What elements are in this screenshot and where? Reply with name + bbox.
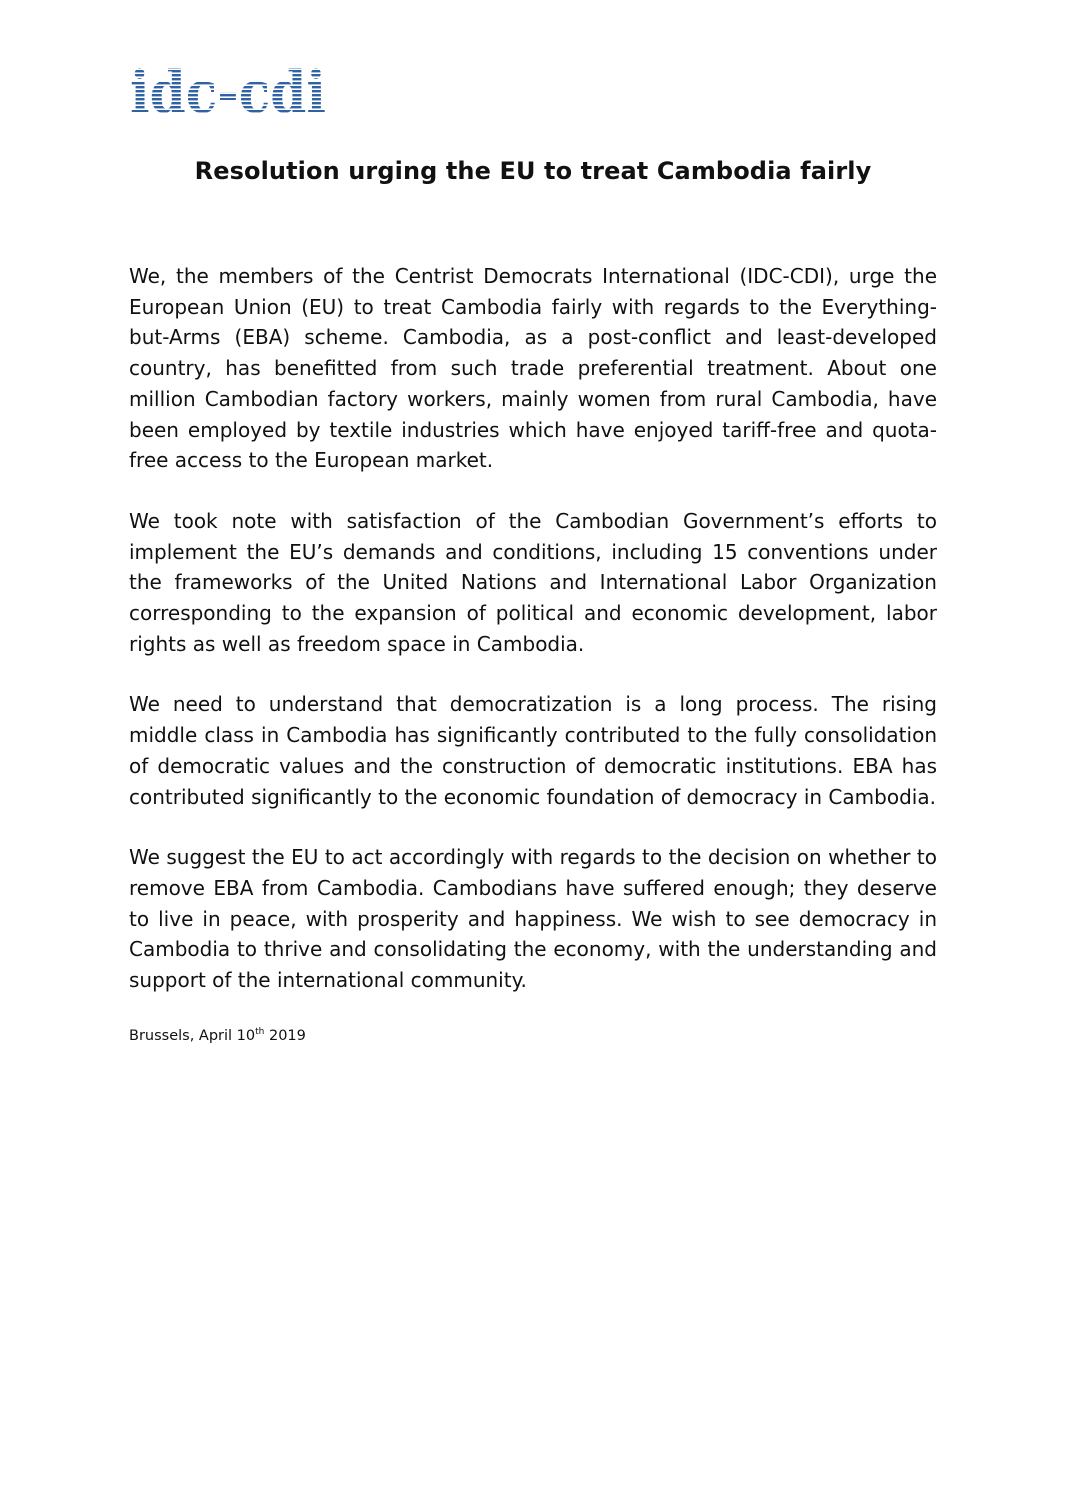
idc-cdi-logo [130,62,330,122]
paragraph-2: We took note with satisfaction of the Cambodian Government’s efforts to implement the EU’s demands and conditions, including 15 conventions under the frameworks of the United Nations and International Labor Organization corresponding to the expansion of political and economic development, labor rights as well as freedom space in Cambodia. [129,508,937,656]
document-title: Resolution urging the EU to treat Cambodia fairly [194,157,872,185]
date-ordinal: th [255,1026,265,1037]
paragraph-3: We need to understand that democratization is a long process. The rising middle class in Cambodia has significantly contributed to the fully consolidation of democratic values and the construction of democratic institutions. EBA has contributed significantly to the economic foundation of democracy in Cambodia. [129,692,937,809]
date-line [129,1026,937,1046]
paragraph-4: We suggest the EU to act accordingly with regards to the decision on whether to remove EBA from Cambodia. Cambodians have suffered enough; they deserve to live in peace, with prosperity and happiness. We wish to see democracy in Cambodia to thrive and consolidating the economy, with the understanding and support of the international community. [129,845,937,993]
date-year: 2019 [264,1027,306,1044]
date-prefix: Brussels, April 10 [129,1027,256,1044]
document-body [129,261,937,1046]
paragraph-1: We, the members of the Centrist Democrats International (IDC-CDI), urge the European Union (EU) to treat Cambodia fairly with regards to the Everything-but-Arms (EBA) scheme. Cambodia, as a post-conflict and least-developed country, has benefitted from such trade preferential treatment. About one million Cambodian factory workers, mainly women from rural Cambodia, have been employed by textile industries which have enjoyed tariff-free and quota-free access to the European market. [129,264,937,473]
idc-cdi-logo-graphic [130,62,330,122]
